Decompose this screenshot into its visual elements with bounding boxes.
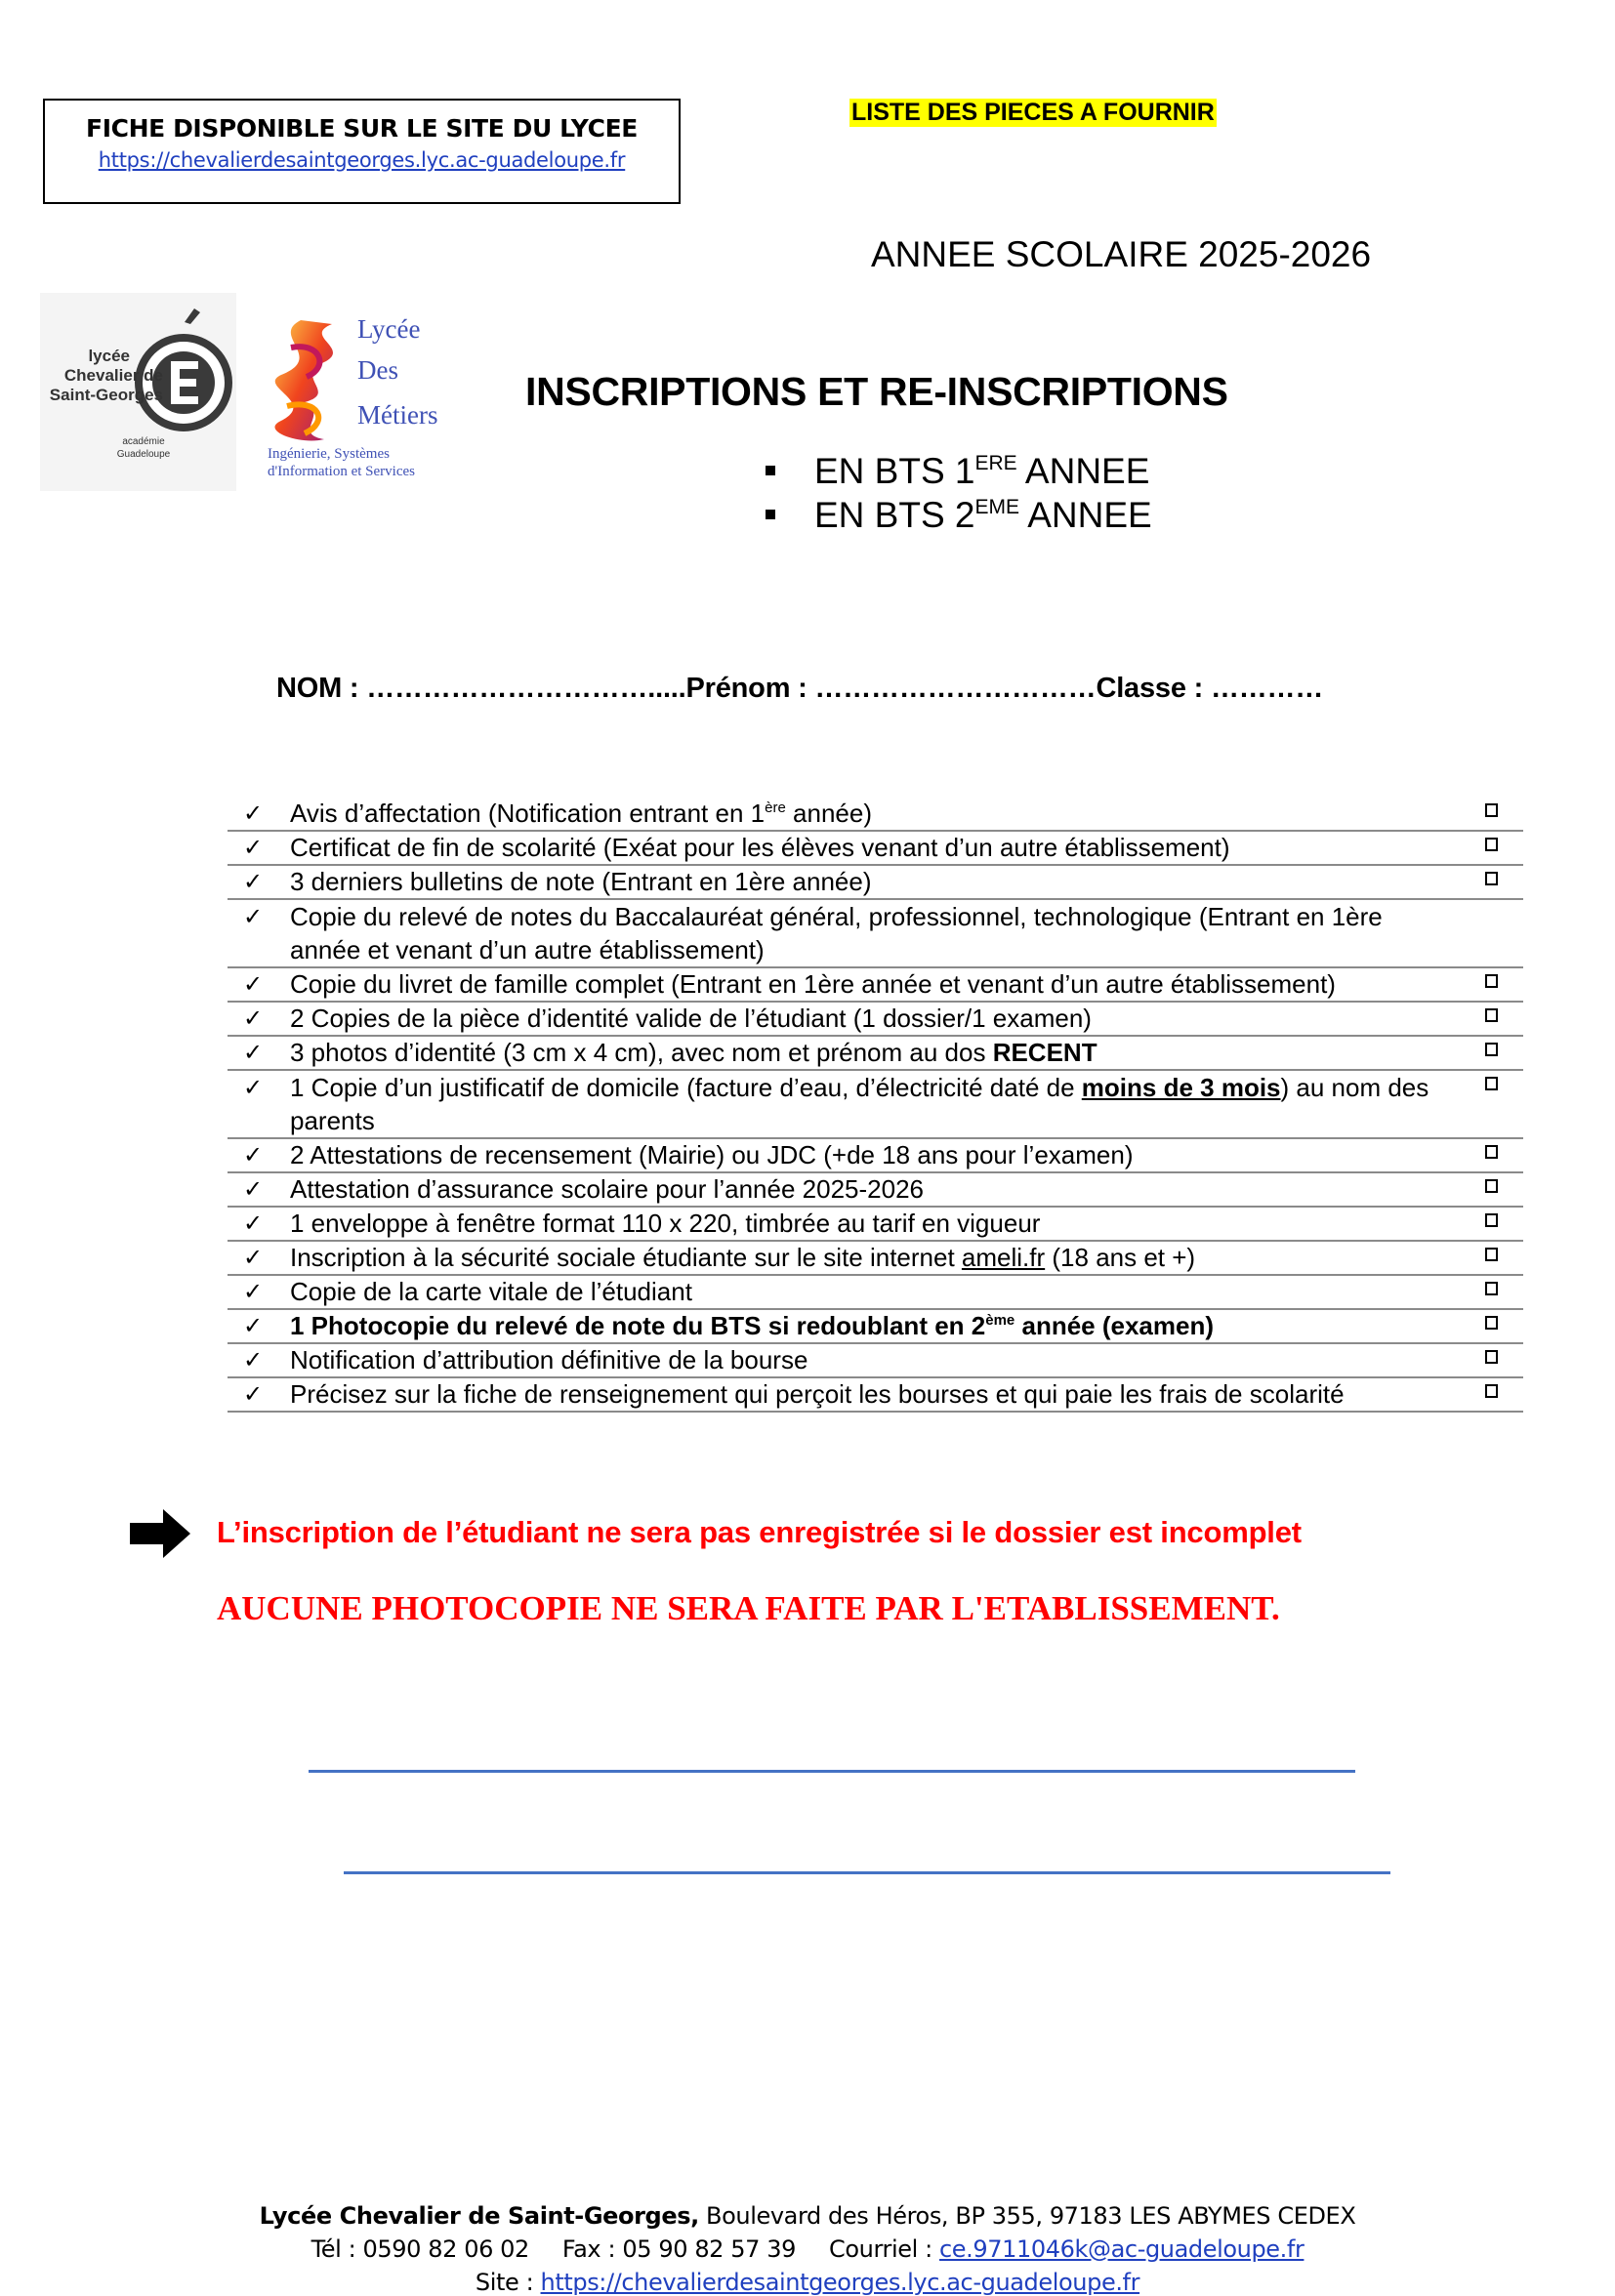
- checkbox[interactable]: [1485, 1316, 1498, 1330]
- footer-site-label: Site :: [475, 2269, 541, 2296]
- site-box-url-link[interactable]: https://chevalierdesaintgeorges.lyc.ac-guadeloupe.fr: [98, 148, 626, 172]
- no-photocopy-warning: AUCUNE PHOTOCOPIE NE SERA FAITE PAR L'ETABLISSEMENT.: [217, 1589, 1280, 1627]
- checklist-item-text: [290, 832, 1523, 864]
- checkmark-icon: ✓: [243, 800, 264, 827]
- logo1-line-0: lycée: [88, 347, 130, 365]
- checkbox[interactable]: [1485, 1384, 1498, 1398]
- checkbox[interactable]: [1485, 1008, 1498, 1022]
- checkmark-icon: ✓: [243, 903, 264, 930]
- lycee-logo: [40, 293, 236, 491]
- checkbox[interactable]: [1485, 1179, 1498, 1193]
- checklist-item-text-part: 1 enveloppe à fenêtre format 110 x 220, timbrée au tarif en vigueur: [290, 1209, 1041, 1238]
- checkbox[interactable]: [1485, 1248, 1498, 1261]
- checklist-item-text: [290, 798, 1523, 830]
- checkmark-icon: ✓: [243, 1141, 264, 1168]
- checkbox[interactable]: [1485, 1350, 1498, 1364]
- checklist-item-text-part: RECENT: [992, 1038, 1097, 1067]
- logo1-line-1: Chevalier de: [63, 366, 163, 385]
- footer-courriel-label: Courriel :: [829, 2235, 940, 2263]
- signature-line-2: [344, 1871, 1390, 1874]
- checkbox[interactable]: [1485, 974, 1498, 988]
- footer-site-link[interactable]: https://chevalierdesaintgeorges.lyc.ac-guadeloupe.fr: [540, 2269, 1140, 2296]
- bts-item-2-text: EN BTS 2: [814, 495, 975, 535]
- checklist-item-text-part: moins de 3 mois: [1081, 1073, 1281, 1102]
- liste-heading: LISTE DES PIECES A FOURNIR: [851, 99, 1215, 126]
- logo2-line-0: Lycée: [357, 314, 421, 344]
- lycee-des-metiers-logo: [262, 308, 467, 489]
- checkmark-icon: ✓: [243, 1175, 264, 1203]
- checklist-item-text: [290, 1242, 1523, 1274]
- footer-tel: Tél : 0590 82 06 02: [311, 2235, 529, 2263]
- checklist-item-text-part: ère: [765, 800, 786, 816]
- checkmark-icon: ✓: [243, 1004, 264, 1032]
- checklist-item-text: [290, 1071, 1523, 1137]
- checklist-item-text-part: année (examen): [1015, 1311, 1215, 1340]
- footer-email-link[interactable]: ce.9711046k@ac-guadeloupe.fr: [939, 2235, 1304, 2263]
- lycee-logo-graphic: [40, 293, 236, 491]
- checklist-item: [228, 1139, 1523, 1173]
- logo2-line-2: Métiers: [357, 400, 438, 430]
- checkmark-icon: ✓: [243, 1074, 264, 1101]
- checklist-item-text-part: ème: [985, 1312, 1015, 1329]
- checkmark-icon: ✓: [243, 1346, 264, 1374]
- logo1-line-2: Saint-Georges: [49, 386, 163, 404]
- checklist-item: [228, 1242, 1523, 1276]
- checklist-item-text-part: ) au nom des parents: [290, 1073, 1429, 1135]
- checklist-item-text: [290, 1344, 1523, 1376]
- logo2-line-1: Des: [357, 355, 398, 385]
- documents-checklist: [228, 798, 1523, 1413]
- student-identity-line: NOM : ………………………….....Prénom : …………………………Classe : …………: [276, 673, 1324, 704]
- checklist-item-text-part: ameli.fr: [961, 1243, 1046, 1272]
- checklist-item-text-part: Certificat de fin de scolarité (Exéat pour les élèves venant d’un autre établissement): [290, 833, 1230, 862]
- checklist-item: [228, 900, 1523, 968]
- checkmark-icon: ✓: [243, 1380, 264, 1408]
- checklist-item-text-part: Notification d’attribution définitive de la bourse: [290, 1345, 808, 1374]
- checklist-item-text: [290, 1378, 1523, 1411]
- checklist-item-text: [290, 1173, 1523, 1206]
- bts-item-1-text: EN BTS 1: [814, 451, 975, 491]
- checklist-item-text: [290, 1003, 1523, 1035]
- page-title: INSCRIPTIONS ET RE-INSCRIPTIONS: [525, 369, 1228, 414]
- bts-item-2: [766, 495, 1152, 536]
- checklist-item-text: [290, 968, 1523, 1001]
- checklist-item-text-part: année): [785, 799, 872, 828]
- checkmark-icon: ✓: [243, 1244, 264, 1271]
- checklist-item: [228, 1003, 1523, 1037]
- checkbox[interactable]: [1485, 1145, 1498, 1159]
- checklist-item: [228, 1037, 1523, 1071]
- checkmark-icon: ✓: [243, 1312, 264, 1339]
- checkmark-icon: ✓: [243, 970, 264, 998]
- checklist-item-text-part: (18 ans et +): [1045, 1243, 1196, 1272]
- bts-item-1: [766, 451, 1149, 492]
- checkbox[interactable]: [1485, 1077, 1498, 1090]
- square-bullet-icon: [766, 510, 775, 519]
- arrow-right-icon: [130, 1509, 190, 1558]
- bts-item-2-suffix: ANNEE: [1019, 495, 1152, 535]
- footer-school-name: Lycée Chevalier de Saint-Georges,: [259, 2202, 699, 2230]
- footer-contact: [0, 2235, 1615, 2263]
- checklist-item-text-part: Copie de la carte vitale de l’étudiant: [290, 1277, 692, 1306]
- checklist-item: [228, 866, 1523, 900]
- site-info-box: [43, 99, 681, 204]
- checklist-item-text-part: 3 photos d’identité (3 cm x 4 cm), avec nom et prénom au dos: [290, 1038, 993, 1067]
- checklist-item-text: [290, 1037, 1523, 1069]
- checklist-item-text: [290, 1139, 1523, 1171]
- lycee-des-metiers-logo-graphic: [262, 308, 467, 489]
- bts-item-1-sup: ERE: [974, 452, 1017, 474]
- logo2-line-3: Ingénierie, Systèmes: [268, 446, 390, 462]
- checklist-item: [228, 798, 1523, 832]
- checklist-item: [228, 1344, 1523, 1378]
- footer-address: [0, 2202, 1615, 2230]
- checkbox[interactable]: [1485, 1043, 1498, 1056]
- logo1-line-3: académie: [122, 436, 165, 447]
- checklist-item-text-part: 2 Copies de la pièce d’identité valide de l’étudiant (1 dossier/1 examen): [290, 1004, 1092, 1033]
- footer-address-text: Boulevard des Héros, BP 355, 97183 LES ABYMES CEDEX: [698, 2202, 1356, 2230]
- checklist-item: [228, 1208, 1523, 1242]
- bts-item-1-suffix: ANNEE: [1016, 451, 1150, 491]
- signature-line-1: [309, 1770, 1355, 1773]
- checkmark-icon: ✓: [243, 1278, 264, 1305]
- checklist-item-text-part: Copie du relevé de notes du Baccalauréat général, professionnel, technologique (Entrant en 1ère année et venant d’un autre établissement): [290, 902, 1383, 964]
- checklist-item: [228, 1173, 1523, 1208]
- checklist-item-text-part: Inscription à la sécurité sociale étudiante sur le site internet: [290, 1243, 962, 1272]
- checklist-item-text: [290, 1208, 1523, 1240]
- checkbox[interactable]: [1485, 838, 1498, 851]
- checklist-item-text-part: Précisez sur la fiche de renseignement qui perçoit les bourses et qui paie les frais de scolarité: [290, 1379, 1345, 1409]
- checkbox[interactable]: [1485, 1213, 1498, 1227]
- checklist-item-text-part: 1 Copie d’un justificatif de domicile (facture d’eau, d’électricité daté de: [290, 1073, 1082, 1102]
- checkbox[interactable]: [1485, 1282, 1498, 1295]
- checklist-item-text-part: 1 Photocopie du relevé de note du BTS si redoublant en 2: [290, 1311, 986, 1340]
- checklist-item: [228, 1276, 1523, 1310]
- checkbox[interactable]: [1485, 872, 1498, 885]
- logo2-line-4: d'Information et Services: [268, 464, 415, 479]
- bts-item-2-sup: EME: [974, 496, 1020, 518]
- checklist-item-text: [290, 866, 1523, 898]
- footer-fax: Fax : 05 90 82 57 39: [561, 2235, 796, 2263]
- footer-site: [0, 2269, 1615, 2296]
- checklist-item-text-part: 2 Attestations de recensement (Mairie) ou JDC (+de 18 ans pour l’examen): [290, 1140, 1134, 1169]
- checklist-item-text-part: 3 derniers bulletins de note (Entrant en 1ère année): [290, 867, 872, 896]
- site-box-title: FICHE DISPONIBLE SUR LE SITE DU LYCEE: [86, 114, 638, 143]
- checklist-item: [228, 968, 1523, 1003]
- checklist-item-text-part: Copie du livret de famille complet (Entrant en 1ère année et venant d’un autre établissement): [290, 969, 1336, 999]
- square-bullet-icon: [766, 466, 775, 475]
- checklist-item: [228, 1071, 1523, 1139]
- checkmark-icon: ✓: [243, 1210, 264, 1237]
- logo1-line-4: Guadeloupe: [116, 449, 171, 460]
- checklist-item: [228, 1310, 1523, 1344]
- checkmark-icon: ✓: [243, 868, 264, 895]
- checkmark-icon: ✓: [243, 834, 264, 861]
- checkbox[interactable]: [1485, 803, 1498, 817]
- checklist-item-text: [290, 1276, 1523, 1308]
- checkmark-icon: ✓: [243, 1039, 264, 1066]
- checklist-item-text-part: Avis d’affectation (Notification entrant en 1: [290, 799, 766, 828]
- checklist-item: [228, 832, 1523, 866]
- checklist-item-text: [290, 1310, 1523, 1342]
- school-year: ANNEE SCOLAIRE 2025-2026: [871, 234, 1372, 274]
- checklist-item-text: [290, 900, 1523, 966]
- checklist-item: [228, 1378, 1523, 1413]
- checklist-item-text-part: Attestation d’assurance scolaire pour l’année 2025-2026: [290, 1174, 924, 1204]
- incomplete-dossier-warning: L’inscription de l’étudiant ne sera pas enregistrée si le dossier est incomplet: [217, 1515, 1302, 1549]
